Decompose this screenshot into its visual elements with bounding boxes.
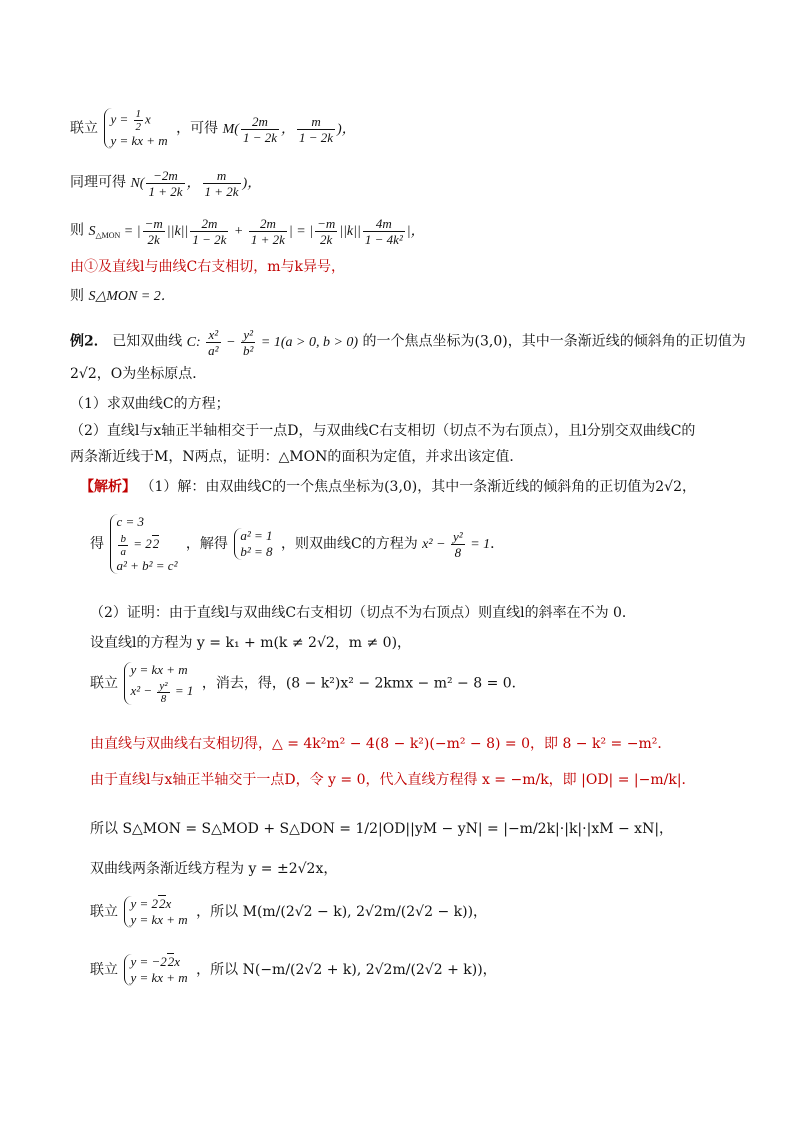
- proof-line-area: 所以 S△MON = S△MOD + S△DON = 1/2|OD||yM − yN| = |−m/2k|·|k|·|xM − xN|，: [90, 821, 674, 837]
- system-row-2: y = kx + m: [110, 133, 168, 148]
- solution-line-1: [80, 480, 696, 494]
- solution-system-line: [90, 514, 504, 574]
- question-2-line-2: 两条渐近线于M，N两点，证明：△MON的面积为定值，并求出该定值．: [70, 449, 524, 465]
- point-n-expr: N( $\frac{-2m}{1 + 2k}$ ， $\frac{m}{1 + 2k}$ )，: [130, 168, 262, 199]
- system-row-asym-neg: y = −22x: [130, 954, 181, 969]
- proof-system-m: [90, 896, 487, 928]
- proof-line-2: 设直线l的方程为 y = k₁ + m(k ≠ 2√2，m ≠ 0)，: [90, 635, 412, 651]
- question-1: （1）求双曲线C的方程；: [70, 396, 230, 412]
- example-2-label: 例2．: [70, 333, 108, 350]
- lianli-label-4: 联立: [90, 962, 118, 978]
- system-row-line-m: y = kx + m: [130, 912, 188, 927]
- area-result: S△MON = 2．: [88, 289, 175, 304]
- system-row-abc: a² + b² = c²: [116, 558, 178, 573]
- parameter-system: [110, 514, 177, 574]
- example-2-text-a: 已知双曲线: [112, 333, 183, 350]
- proof-system-n: [90, 954, 497, 986]
- system-row-hyperbola: x² − $\frac{\text{y²}}{8}$ = 1: [130, 679, 194, 705]
- lianli-label-3: 联立: [90, 904, 118, 920]
- lianli-label: 联立: [70, 120, 98, 137]
- equation-system: [104, 108, 167, 149]
- line-1: [70, 108, 356, 149]
- point-m-expr: M( $\frac{2m}{1 - 2k}$ ， $\frac{m}{1 - 2k}$ )，: [222, 113, 356, 145]
- example-2-line-2: 2√2，O为坐标原点．: [70, 366, 207, 382]
- system-row-1: y = $\frac{1}{2}$ x: [110, 108, 151, 133]
- eliminate-result: ，消去，得，(8 − k²)x² − 2kmx − m² − 8 = 0．: [201, 675, 526, 692]
- system-row-c: c = 3: [116, 514, 144, 529]
- proof-line-asymptotes: 双曲线两条渐近线方程为 y = ±2√2x，: [90, 861, 338, 877]
- ze-label-2: 则: [70, 288, 84, 304]
- solution-b2: b² = 8: [240, 544, 273, 559]
- system-row-line: y = kx + m: [130, 662, 188, 677]
- tongli-label: 同理可得: [70, 174, 126, 191]
- ze-label: 则: [70, 222, 84, 239]
- point-m-result: ，所以 M(m/(2√2 − k), 2√2m/(2√2 − k))，: [196, 904, 488, 920]
- solution-values: [234, 528, 272, 560]
- proof-line-1: （2）证明：由于直线l与双曲线C右支相切（切点不为右顶点）则直线l的斜率在不为 0．: [90, 605, 636, 621]
- line-3: [70, 216, 425, 247]
- example-2-text-b: 的一个焦点坐标为(3,0)，其中一条渐近线的倾斜角的正切值为: [362, 333, 746, 350]
- tangent-system: [124, 662, 193, 705]
- line-5: [70, 289, 175, 304]
- proof-line-od: 由于直线l与x轴正半轴交于一点D，令 y = 0，代入直线方程得 x = −m/k，即 |OD| = |−m/k|．: [90, 772, 696, 788]
- proof-line-tangent: 由直线与双曲线右支相切得，△ = 4k²m² − 4(8 − k²)(−m² − 8) = 0，即 8 − k² = −m²．: [90, 736, 672, 752]
- line-2: [70, 168, 261, 199]
- lianli-label-2: 联立: [90, 675, 118, 692]
- solution-result: ，则双曲线C的方程为 x² − $\frac{\text{y²}}{8}$ = 1．: [281, 529, 505, 561]
- line-4: 由①及直线l与曲线C右支相切，m与k异号，: [70, 259, 345, 275]
- area-expression: $S_{\triangle MON}$ = | $\frac{-m}{2k}$ ||k|| $\frac{2m}{1 - 2k}$ + $\frac{2m}{1 + 2k}$ | = | $\frac{-m}{2k}$ ||k|| $\frac{4m}{\text{1 − 4k²}}$ |，: [88, 216, 425, 247]
- system-row-line-n: y = kx + m: [130, 970, 188, 985]
- de-label: 得: [90, 536, 104, 552]
- keyide-label: ，可得: [176, 120, 219, 137]
- example-2-line-1: [70, 327, 746, 358]
- solution-a2: a² = 1: [240, 528, 273, 543]
- proof-system-line: [90, 662, 526, 705]
- solution-part-1: （1）解：由双曲线C的一个焦点坐标为(3,0)，其中一条渐近线的倾斜角的正切值为2√2，: [140, 479, 696, 495]
- system-row-asym-pos: y = 22x: [130, 896, 172, 911]
- hyperbola-equation: C: $\frac{\text{x²}}{\text{a²}}$ − $\frac{\text{y²}}{\text{b²}}$ = 1(a > 0, b > 0): [186, 327, 359, 358]
- system-row-ba: $\frac{b}{a}$ = 22: [120, 532, 160, 558]
- jiede-label: ，解得: [185, 536, 228, 552]
- asymptote-system-n: [124, 954, 187, 986]
- question-2-line-1: （2）直线l与x轴正半轴相交于一点D，与双曲线C右支相切（切点不为右顶点），且l分别交双曲线C的: [70, 423, 696, 439]
- solution-label: 【解析】: [80, 479, 136, 495]
- point-n-result: ，所以 N(−m/(2√2 + k), 2√2m/(2√2 + k))，: [196, 962, 497, 978]
- asymptote-system-m: [124, 896, 187, 928]
